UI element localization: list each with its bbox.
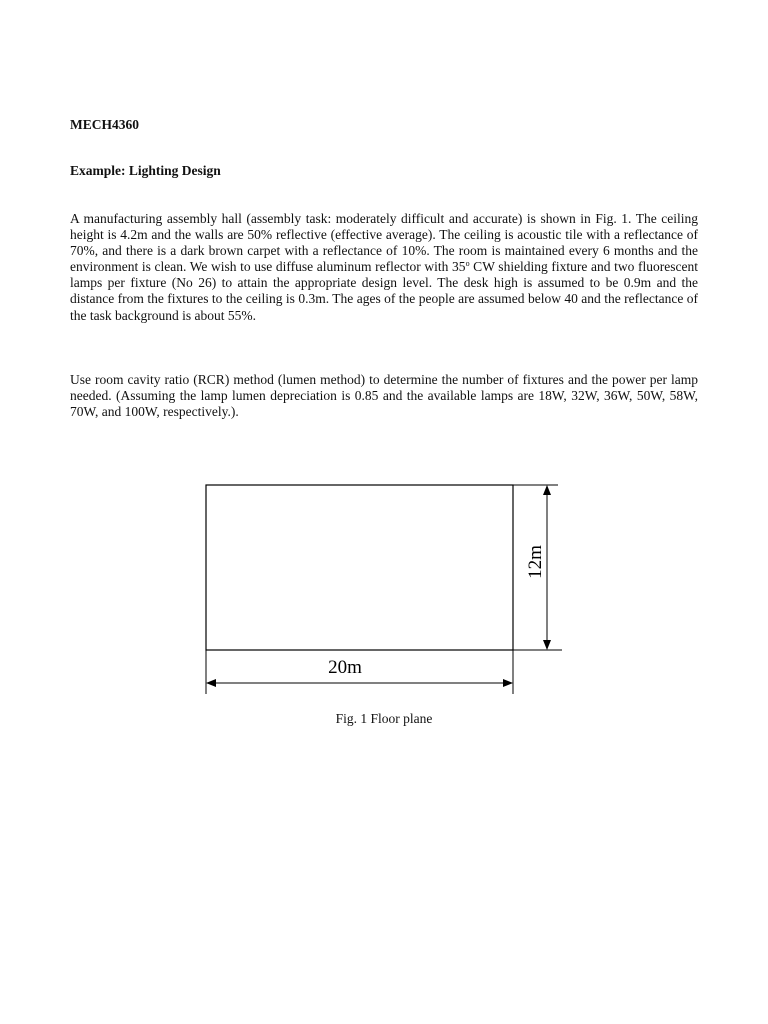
paragraph-text-continued: CW shielding fixture and two fluorescent lamps per fixture (No 26) to attain the appropriate design level. The desk high is assumed to be 0.9m and the distance from the fixtures to the ceiling is 0.3m. The ages of the people are assumed below 40 and the reflectance of the task background is about 55%. bbox=[70, 259, 699, 323]
degree-superscript: o bbox=[465, 259, 470, 269]
problem-statement-paragraph bbox=[70, 211, 698, 324]
course-code: MECH4360 bbox=[70, 117, 139, 132]
room-outline bbox=[206, 485, 513, 650]
floor-plan-figure bbox=[0, 470, 768, 710]
height-label: 12m bbox=[525, 545, 546, 579]
figure-caption: Fig. 1 Floor plane bbox=[335, 711, 433, 726]
paragraph-text: A manufacturing assembly hall (assembly task: moderately difficult and accurate) is shown in Fig. 1. The ceiling height is 4.2m and the walls are 50% reflective (effective average). The ceiling is acoustic tile with a reflectance of 70%, and there is a dark brown carpet with a reflectance of 10%. The room is maintained every 6 months and the environment is clean. We wish to use diffuse aluminum reflector with 35 bbox=[70, 211, 698, 275]
floor-plan-diagram bbox=[0, 470, 768, 710]
task-instruction-paragraph: Use room cavity ratio (RCR) method (lumen method) to determine the number of fixtures and the power per lamp needed. (Assuming the lamp lumen depreciation is 0.85 and the available lamps are 18W, 32W, 36W, 50W, 58W, 70W, and 100W, respectively.). bbox=[70, 372, 698, 420]
width-label: 20m bbox=[328, 657, 362, 678]
document-title: Example: Lighting Design bbox=[70, 163, 221, 178]
